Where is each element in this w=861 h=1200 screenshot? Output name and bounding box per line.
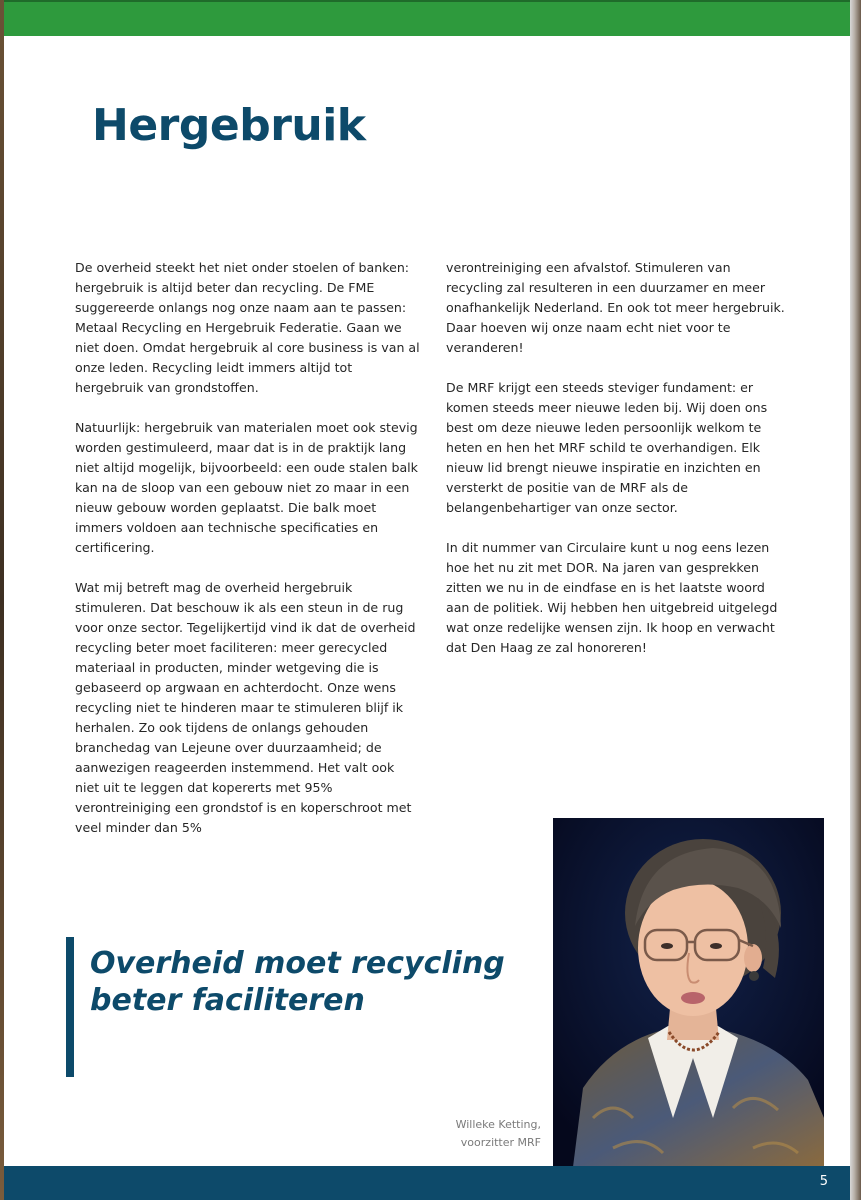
article-column-left (75, 258, 420, 858)
paragraph: verontreiniging een afvalstof. Stimuleren van recycling zal resulteren in een duurzamer en meer onafhankelijk Nederland. En ook tot meer hergebruik. Daar hoeven wij onze naam echt niet voor te veranderen! (446, 260, 785, 355)
portrait-photo (553, 818, 824, 1167)
photo-caption (414, 1116, 541, 1152)
paragraph: De overheid steekt het niet onder stoelen of banken: hergebruik is altijd beter dan recycling. De FME suggereerde onlangs nog onze naam aan te passen: Metaal Recycling en Hergebruik Federatie. Gaan we niet doen. Omdat hergebruik al core business is van al onze leden. Recycling leidt immers altijd tot hergebruik van grondstoffen. (75, 260, 420, 395)
page-title: Hergebruik (92, 100, 366, 151)
portrait-illustration (553, 818, 824, 1167)
pull-quote-text: Overheid moet recycling beter faciliteren (90, 946, 505, 1018)
magazine-page (4, 0, 850, 1200)
paragraph: Natuurlijk: hergebruik van materialen moet ook stevig worden gestimuleerd, maar dat is in de praktijk lang niet altijd mogelijk, bijvoorbeeld: een oude stalen balk kan na de sloop van een gebouw niet zo maar in een nieuw gebouw worden geplaatst. Die balk moet immers voldoen aan technische specificaties en certificering. (75, 420, 418, 555)
page-number: 5 (819, 1174, 828, 1189)
article-column-right (446, 258, 791, 678)
footer-bar (4, 1166, 850, 1200)
paragraph: De MRF krijgt een steeds steviger fundament: er komen steeds meer nieuwe leden bij. Wij doen ons best om deze nieuwe leden persoonlijk welkom te heten en hen het MRF schild te overhandigen. Elk nieuw lid brengt nieuwe inspiratie en inzichten en versterkt de positie van de MRF als de belangenbehartiger van onze sector. (446, 380, 768, 515)
paragraph: Wat mij betreft mag de overheid hergebruik stimuleren. Dat beschouw ik als een steun in de rug voor onze sector. Tegelijkertijd vind ik dat de overheid recycling beter moet faciliteren: meer gerecycled materiaal in producten, minder wetgeving die is gebaseerd op argwaan en achterdocht. Onze wens recycling niet te hinderen maar te stimuleren blijf ik herhalen. Zo ook tijdens de onlangs gehouden branchedag van Lejeune over duurzaamheid; de aanwezigen reageerden instemmend. Het valt ook niet uit te leggen dat kopererts met 95% verontreiniging een grondstof is en koperschroot met veel minder dan 5% (75, 580, 416, 835)
caption-name: Willeke Ketting, (455, 1118, 541, 1131)
page-right-edge (850, 0, 861, 1200)
paragraph: In dit nummer van Circulaire kunt u nog eens lezen hoe het nu zit met DOR. Na jaren van gesprekken zitten we nu in de eindfase en is het laatste woord aan de politiek. Wij hebben hen uitgebreid uitgelegd wat onze redelijke wensen zijn. Ik hoop en verwacht dat Den Haag ze zal honoreren! (446, 540, 778, 655)
pull-quote (66, 937, 554, 1077)
caption-role: voorzitter MRF (460, 1136, 541, 1149)
header-green-bar (4, 0, 850, 36)
